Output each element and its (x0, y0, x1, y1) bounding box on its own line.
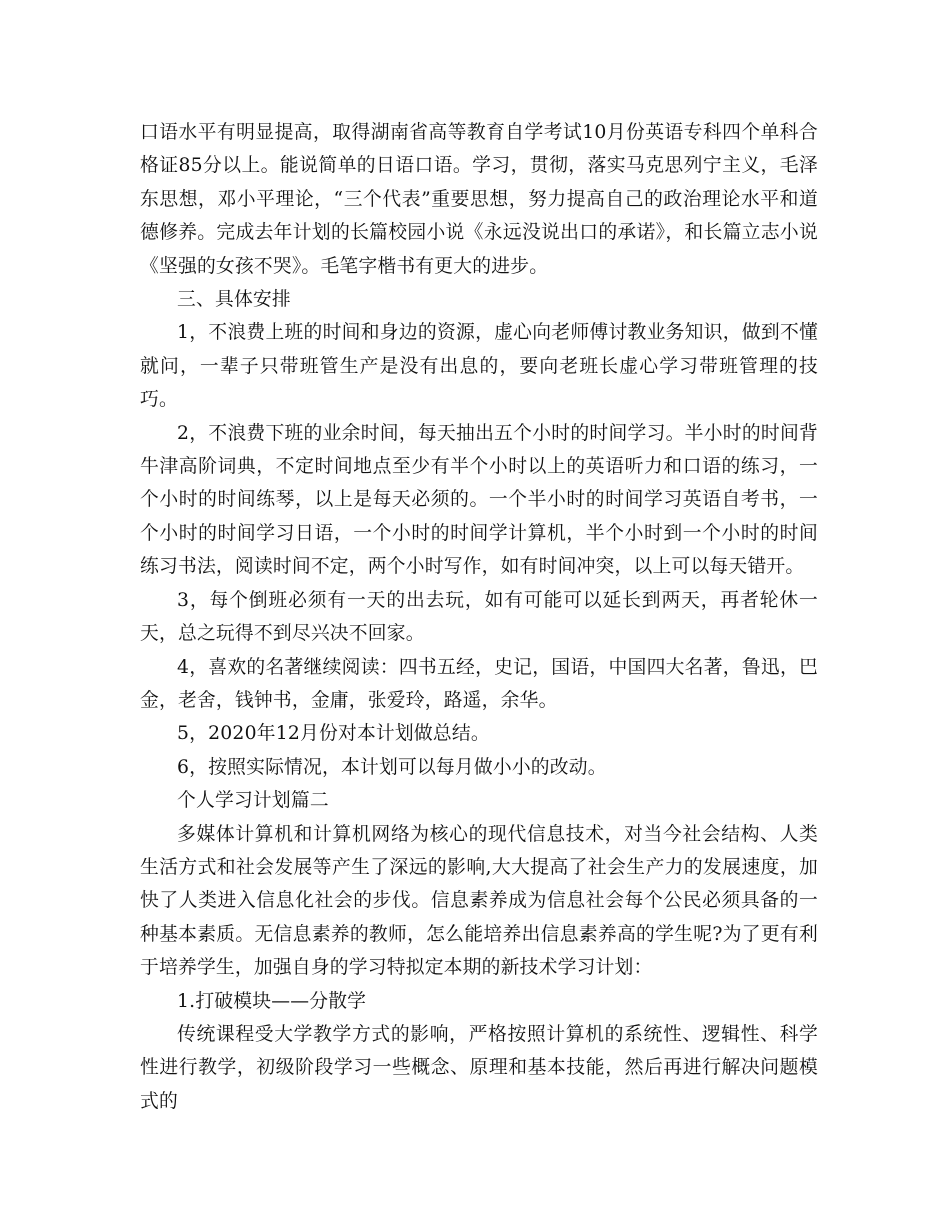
paragraph-item-1: 1，不浪费上班的时间和身边的资源，虚心向老师傅讨教业务知识，做到不懂就问，一辈子只带班管生产是没有出息的，要向老班长虚心学习带班管理的技巧。 (140, 322, 818, 411)
section-heading-arrangements: 三、具体安排 (177, 289, 291, 311)
paragraph-item-4: 4，喜欢的名著继续阅读：四书五经，史记，国语，中国四大名著，鲁迅，巴金，老舍，钱钟书，金庸，张爱玲，路遥，余华。 (140, 656, 818, 711)
article-title-part-two: 个人学习计划篇二 (177, 790, 329, 812)
paragraph-item-3: 3，每个倒班必须有一天的出去玩，如有可能可以延长到两天，再者轮休一天，总之玩得不到尽兴决不回家。 (140, 589, 818, 645)
paragraph-item-2: 2，不浪费下班的业余时间，每天抽出五个小时的时间学习。半小时的时间背牛津高阶词典，不定时间地点至少有半个小时以上的英语听力和口语的练习，一个小时的时间练琴，以上是每天必须的。一个半小时的时间学习英语自考书，一个小时的时间学习日语，一个小时的时间学计算机，半个小时到一个小时的时间练习书法，阅读时间不定，两个小时写作，如有时间冲突，以上可以每天错开。 (140, 422, 818, 578)
paragraph-item-5: 5，2020年12月份对本计划做总结。 (177, 723, 490, 745)
subheading-break-modules: 1.打破模块——分散学 (177, 990, 367, 1012)
document-body (140, 116, 818, 1118)
paragraph-intro: 多媒体计算机和计算机网络为核心的现代信息技术，对当今社会结构、人类生活方式和社会发展等产生了深远的影响,大大提高了社会生产力的发展速度，加快了人类进入信息化社会的步伐。信息素养成为信息社会每个公民必须具备的一种基本素质。无信息素养的教师，怎么能培养出信息素养高的学生呢?为了更有利于培养学生，加强自身的学习特拟定本期的新技术学习计划： (140, 823, 818, 979)
paragraph-traditional-course: 传统课程受大学教学方式的影响，严格按照计算机的系统性、逻辑性、科学性进行教学，初级阶段学习一些概念、原理和基本技能，然后再进行解决问题模式的 (140, 1023, 818, 1112)
paragraph-continued-goals: 口语水平有明显提高，取得湖南省高等教育自学考试10月份英语专科四个单科合格证85分以上。能说简单的日语口语。学习，贯彻，落实马克思列宁主义，毛泽东思想，邓小平理论，“三个代表”重要思想，努力提高自己的政治理论水平和道德修养。完成去年计划的长篇校园小说《永远没说出口的承诺》，和长篇立志小说《坚强的女孩不哭》。毛笔字楷书有更大的进步。 (140, 122, 818, 277)
paragraph-item-6: 6，按照实际情况，本计划可以每月做小小的改动。 (177, 756, 607, 778)
